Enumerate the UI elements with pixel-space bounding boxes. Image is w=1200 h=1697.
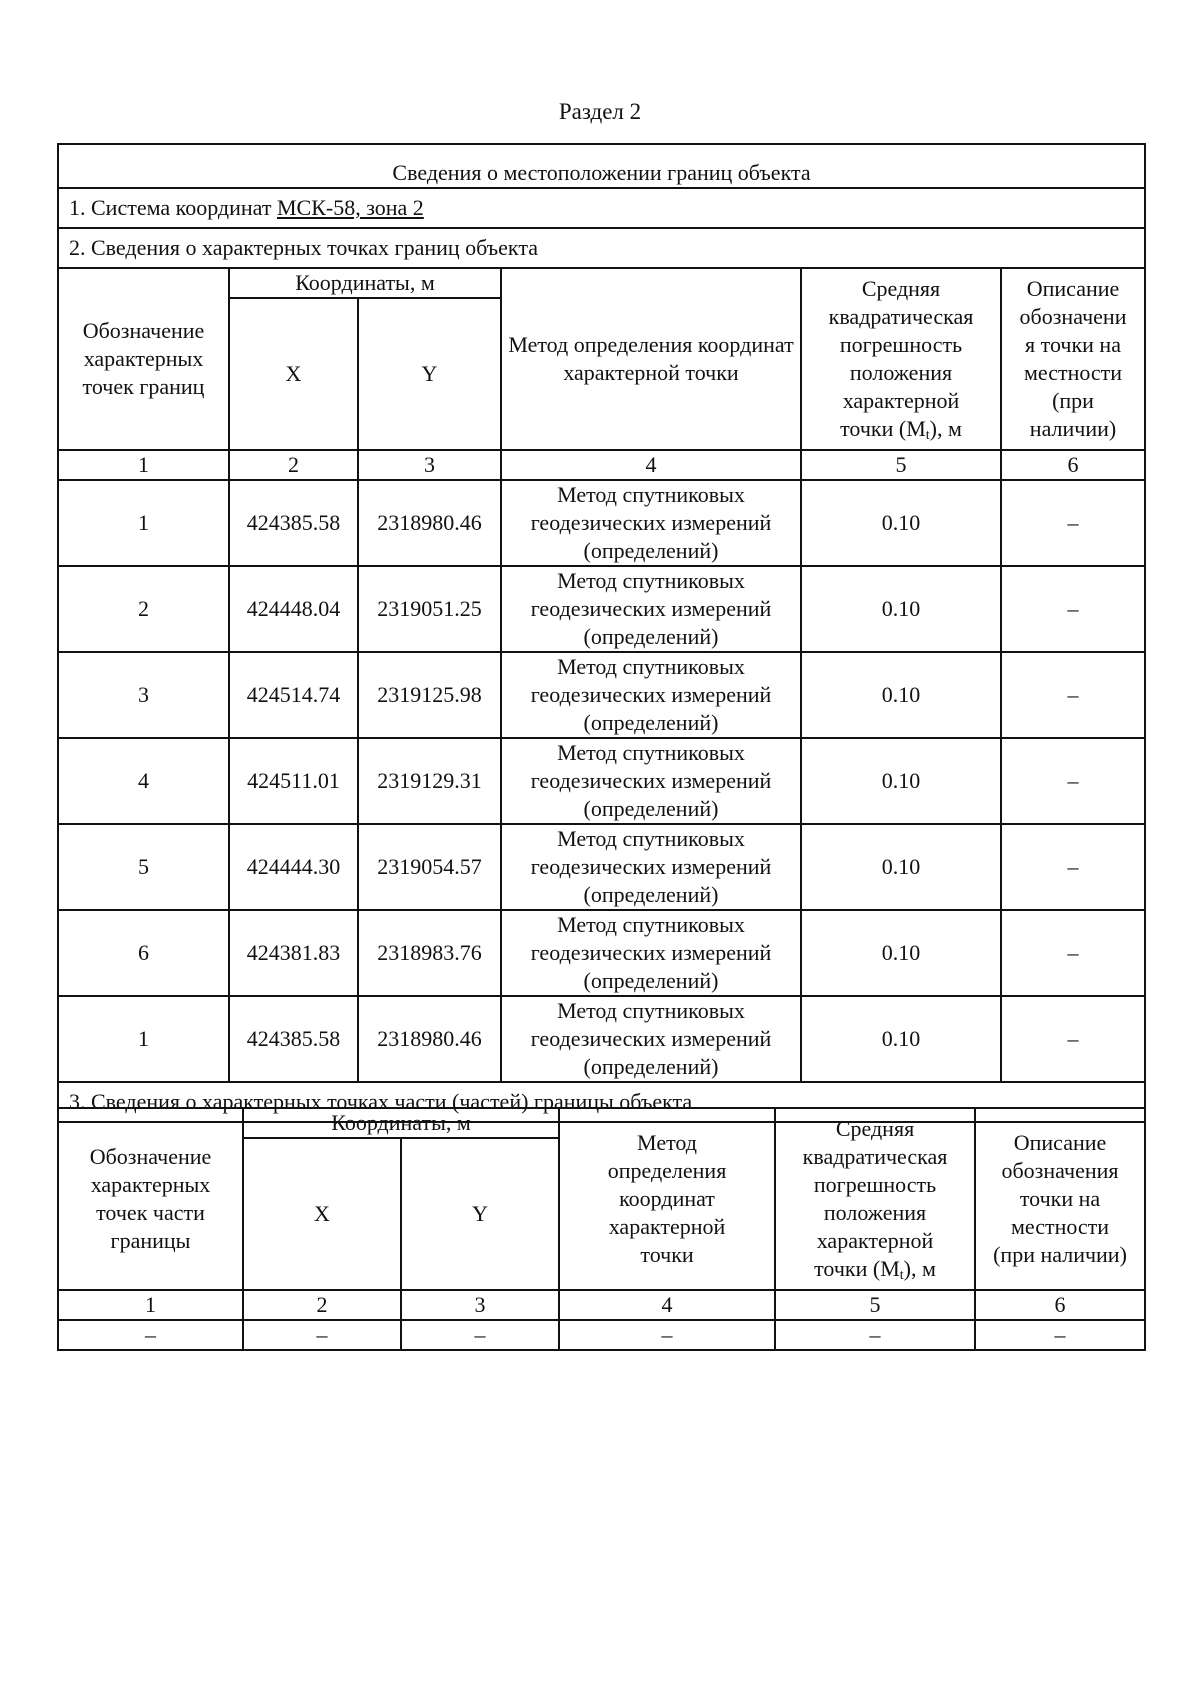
coord-x: 424444.30: [229, 824, 358, 910]
part-header-y: Y: [401, 1138, 559, 1290]
coord-y: 2319129.31: [358, 738, 501, 824]
column-number: 5: [801, 450, 1001, 480]
table-row: [58, 652, 1145, 738]
column-number: 1: [58, 450, 229, 480]
section-3-title: 3. Сведения о характерных точках части (частей) границы объекта: [58, 1082, 1145, 1122]
table-row: [58, 1320, 1145, 1350]
part-header-designation: Обозначение характерных точек части границы: [58, 1108, 243, 1290]
method: Метод спутниковых геодезических измерений (определений): [501, 652, 801, 738]
method: Метод спутниковых геодезических измерений (определений): [501, 824, 801, 910]
section-2-title: 2. Сведения о характерных точках границ объекта: [58, 228, 1145, 268]
coord-y: 2319125.98: [358, 652, 501, 738]
coord-x: 424448.04: [229, 566, 358, 652]
error-value: 0.10: [801, 652, 1001, 738]
column-number: 6: [975, 1290, 1145, 1320]
point-number: 3: [58, 652, 229, 738]
column-number: 4: [559, 1290, 775, 1320]
coord-x: 424385.58: [229, 996, 358, 1082]
description: –: [1001, 996, 1145, 1082]
column-number: 1: [58, 1290, 243, 1320]
coord-y: 2319054.57: [358, 824, 501, 910]
point-number: 6: [58, 910, 229, 996]
header-method: Метод определения координат характерной точки: [501, 268, 801, 450]
header-x: X: [229, 298, 358, 450]
table-title: Сведения о местоположении границ объекта: [58, 144, 1145, 188]
point-number: 1: [58, 480, 229, 566]
header-designation: Обозначение характерных точек границ: [58, 268, 229, 450]
column-numbers-row: [58, 450, 1145, 480]
error-value: 0.10: [801, 566, 1001, 652]
empty-cell: –: [58, 1320, 243, 1350]
coord-y: 2318980.46: [358, 480, 501, 566]
coordinate-system-label: 1. Система координат: [69, 195, 277, 220]
header-coordinates: Координаты, м: [229, 268, 501, 298]
error-value: 0.10: [801, 738, 1001, 824]
part-header-error: Средняя квадратическая погрешность положения характерной точки $(M_t)$, м: [775, 1108, 975, 1290]
coordinate-system-value: МСК-58, зона 2: [276, 195, 424, 220]
point-number: 5: [58, 824, 229, 910]
coord-x: 424381.83: [229, 910, 358, 996]
error-value: 0.10: [801, 910, 1001, 996]
coordinate-system-row: [58, 188, 1145, 228]
empty-cell: –: [559, 1320, 775, 1350]
coord-y: 2318980.46: [358, 996, 501, 1082]
header-error: Средняя квадратическая погрешность положения характерной точки $(M_t)$, м: [801, 268, 1001, 450]
part-header-x: X: [243, 1138, 401, 1290]
part-header-coordinates: Координаты, м: [243, 1108, 559, 1138]
column-number: 3: [358, 450, 501, 480]
header-description: Описание обозначени я точки на местности (при наличии): [1001, 268, 1145, 450]
empty-cell: –: [243, 1320, 401, 1350]
boundary-points-table: [57, 143, 1146, 1123]
column-number: 6: [1001, 450, 1145, 480]
page-title: Раздел 2: [558, 99, 642, 124]
table-row: [58, 480, 1145, 566]
description: –: [1001, 910, 1145, 996]
point-number: 4: [58, 738, 229, 824]
method: Метод спутниковых геодезических измерений (определений): [501, 738, 801, 824]
empty-cell: –: [401, 1320, 559, 1350]
table-row: [58, 566, 1145, 652]
boundary-part-points-table: [57, 1107, 1146, 1351]
table-row: [58, 738, 1145, 824]
description: –: [1001, 824, 1145, 910]
error-value: 0.10: [801, 996, 1001, 1082]
column-number: 3: [401, 1290, 559, 1320]
column-number: 4: [501, 450, 801, 480]
coord-x: 424511.01: [229, 738, 358, 824]
method: Метод спутниковых геодезических измерений (определений): [501, 996, 801, 1082]
part-header-method: Метод определения координат характерной точки: [559, 1108, 775, 1290]
description: –: [1001, 652, 1145, 738]
description: –: [1001, 738, 1145, 824]
error-value: 0.10: [801, 480, 1001, 566]
column-number: 2: [243, 1290, 401, 1320]
table-row: [58, 910, 1145, 996]
empty-cell: –: [775, 1320, 975, 1350]
coord-x: 424385.58: [229, 480, 358, 566]
header-y: Y: [358, 298, 501, 450]
table-row: [58, 996, 1145, 1082]
part-column-numbers-row: [58, 1290, 1145, 1320]
point-number: 2: [58, 566, 229, 652]
error-value: 0.10: [801, 824, 1001, 910]
coord-y: 2319051.25: [358, 566, 501, 652]
description: –: [1001, 566, 1145, 652]
method: Метод спутниковых геодезических измерений (определений): [501, 566, 801, 652]
coord-x: 424514.74: [229, 652, 358, 738]
empty-cell: –: [975, 1320, 1145, 1350]
method: Метод спутниковых геодезических измерений (определений): [501, 910, 801, 996]
description: –: [1001, 480, 1145, 566]
column-number: 2: [229, 450, 358, 480]
column-number: 5: [775, 1290, 975, 1320]
table-row: [58, 824, 1145, 910]
part-header-description: Описание обозначения точки на местности (при наличии): [975, 1108, 1145, 1290]
coord-y: 2318983.76: [358, 910, 501, 996]
point-number: 1: [58, 996, 229, 1082]
method: Метод спутниковых геодезических измерений (определений): [501, 480, 801, 566]
